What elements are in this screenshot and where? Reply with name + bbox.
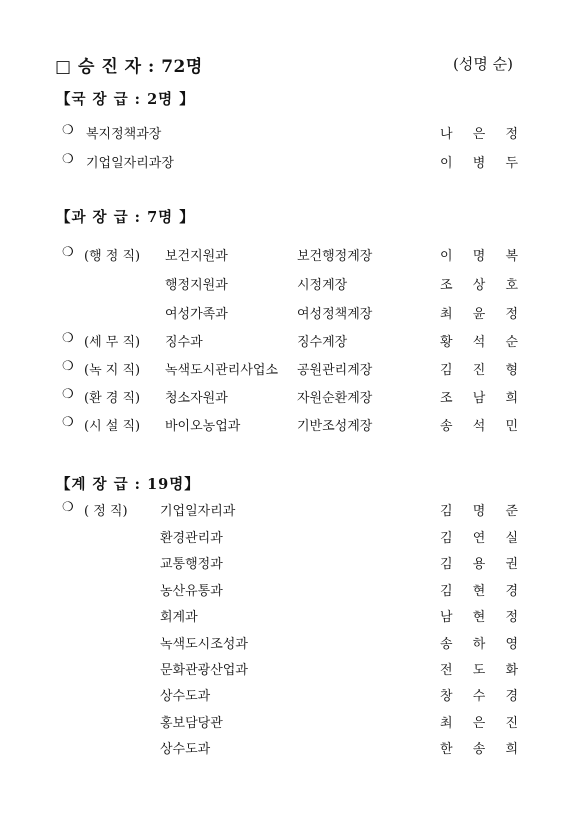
name-char: 창: [440, 689, 453, 704]
department: 회계과: [160, 610, 198, 625]
name-char: 영: [505, 637, 518, 652]
page-title: [55, 52, 203, 77]
person-name: [440, 123, 518, 142]
bullet-icon: ❍: [62, 123, 74, 138]
name-char: 이: [440, 156, 453, 171]
section-header-director: 【국 장 급 : 2명 】: [56, 91, 195, 108]
name-char: 민: [505, 419, 518, 434]
name-char: 황: [440, 335, 453, 350]
name-char: 남: [440, 610, 453, 625]
department: 바이오농업과: [165, 419, 241, 434]
person-name: [440, 359, 518, 378]
bullet-icon: ❍: [62, 387, 74, 402]
name-char: 진: [472, 363, 486, 378]
name-char: 김: [440, 504, 453, 519]
job-category: (시 설 직): [84, 419, 141, 434]
bullet-icon: ❍: [62, 245, 74, 260]
name-char: 송: [440, 637, 453, 652]
person-name: [440, 331, 518, 350]
name-char: 병: [472, 156, 486, 171]
name-char: 석: [472, 335, 486, 350]
name-char: 수: [472, 689, 486, 704]
name-char: 김: [440, 363, 453, 378]
person-name: [440, 553, 518, 572]
name-char: 조: [440, 278, 453, 293]
position: 징수계장: [297, 335, 348, 350]
name-char: 희: [505, 391, 518, 406]
department: 교통행정과: [160, 557, 223, 572]
name-char: 명: [472, 249, 486, 264]
name-char: 정: [505, 610, 518, 625]
department: 상수도과: [160, 742, 211, 757]
person-name: [440, 387, 518, 406]
name-char: 준: [505, 504, 518, 519]
name-char: 순: [505, 335, 518, 350]
name-char: 용: [472, 557, 486, 572]
position: 자원순환계장: [297, 391, 373, 406]
department: 기업일자리과: [160, 504, 236, 519]
bullet-icon: ❍: [62, 152, 74, 167]
person-name: [440, 500, 518, 519]
name-char: 경: [505, 584, 518, 599]
name-char: 정: [505, 307, 518, 322]
department: 복지정책과장: [86, 127, 162, 142]
bullet-icon: ❍: [62, 500, 74, 515]
name-char: 복: [505, 249, 518, 264]
section-header-section-chief: 【과 장 급 : 7명 】: [56, 209, 195, 226]
name-char: 화: [505, 663, 518, 678]
person-name: [440, 606, 518, 625]
name-char: 은: [472, 127, 486, 142]
name-char: 최: [440, 307, 453, 322]
name-char: 은: [472, 716, 486, 731]
name-char: 정: [505, 127, 518, 142]
name-char: 명: [472, 504, 486, 519]
name-char: 조: [440, 391, 453, 406]
name-char: 최: [440, 716, 453, 731]
department: 상수도과: [160, 689, 211, 704]
department: 녹색도시조성과: [160, 637, 248, 652]
bullet-icon: ❍: [62, 359, 74, 374]
checkbox-square-icon: □: [55, 57, 72, 77]
person-name: [440, 633, 518, 652]
position: 기반조성계장: [297, 419, 373, 434]
department: 보건지원과: [165, 249, 228, 264]
department: 청소자원과: [165, 391, 228, 406]
department: 농산유통과: [160, 584, 223, 599]
job-category: (녹 지 직): [84, 363, 141, 378]
name-char: 윤: [472, 307, 486, 322]
name-char: 연: [472, 531, 486, 546]
department: 홍보담당관: [160, 716, 223, 731]
position: 시정계장: [297, 278, 348, 293]
name-char: 호: [505, 278, 518, 293]
name-char: 두: [505, 156, 518, 171]
job-category: (행 정 직): [84, 249, 141, 264]
name-char: 실: [505, 531, 518, 546]
person-name: [440, 659, 518, 678]
department: 기업일자리과장: [86, 156, 174, 171]
name-char: 하: [472, 637, 486, 652]
job-category: (환 경 직): [84, 391, 141, 406]
name-char: 희: [505, 742, 518, 757]
position: 공원관리계장: [297, 363, 373, 378]
name-char: 김: [440, 531, 453, 546]
name-char: 송: [472, 742, 486, 757]
department: 환경관리과: [160, 531, 223, 546]
person-name: [440, 712, 518, 731]
name-char: 도: [472, 663, 486, 678]
person-name: [440, 415, 518, 434]
sort-order-note: (성명 순): [453, 55, 513, 73]
title-text: 승 진 자 : 72명: [77, 57, 203, 77]
person-name: [440, 738, 518, 757]
name-char: 전: [440, 663, 453, 678]
name-char: 한: [440, 742, 453, 757]
name-char: 남: [472, 391, 486, 406]
name-char: 나: [440, 127, 453, 142]
name-char: 권: [505, 557, 518, 572]
name-char: 현: [472, 584, 486, 599]
name-char: 석: [472, 419, 486, 434]
person-name: [440, 245, 518, 264]
name-char: 현: [472, 610, 486, 625]
department: 녹색도시관리사업소: [165, 363, 279, 378]
person-name: [440, 580, 518, 599]
person-name: [440, 685, 518, 704]
name-char: 김: [440, 584, 453, 599]
name-char: 경: [505, 689, 518, 704]
section-header-team-leader: 【계 장 급 : 19명】: [56, 476, 200, 493]
name-char: 이: [440, 249, 453, 264]
department: 여성가족과: [165, 307, 228, 322]
person-name: [440, 152, 518, 171]
person-name: [440, 303, 518, 322]
job-category: ( 정 직): [84, 504, 128, 519]
name-char: 형: [505, 363, 518, 378]
name-char: 송: [440, 419, 453, 434]
name-char: 진: [505, 716, 518, 731]
person-name: [440, 274, 518, 293]
department: 징수과: [165, 335, 203, 350]
person-name: [440, 527, 518, 546]
name-char: 상: [472, 278, 486, 293]
bullet-icon: ❍: [62, 415, 74, 430]
bullet-icon: ❍: [62, 331, 74, 346]
position: 보건행정계장: [297, 249, 373, 264]
name-char: 김: [440, 557, 453, 572]
department: 문화관광산업과: [160, 663, 248, 678]
job-category: (세 무 직): [84, 335, 141, 350]
position: 여성정책계장: [297, 307, 373, 322]
department: 행정지원과: [165, 278, 228, 293]
